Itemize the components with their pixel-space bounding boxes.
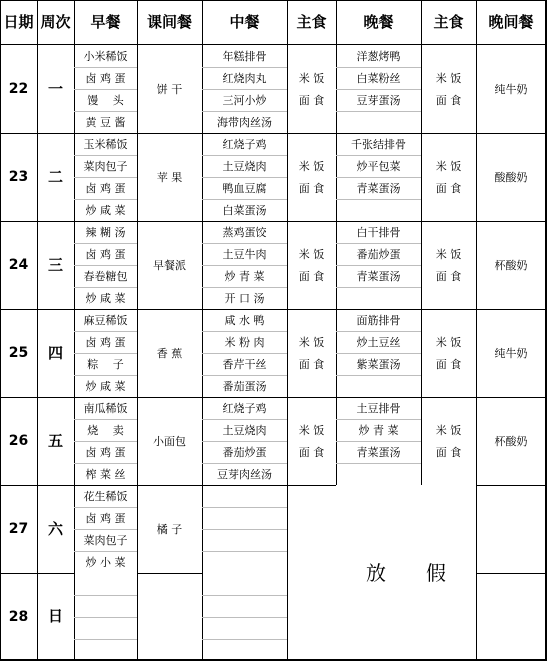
- sub-row-line: [74, 639, 137, 640]
- breakfast-item: 菜肉包子: [83, 533, 128, 547]
- dinner-item: 青菜蛋汤: [356, 269, 401, 283]
- header-cell: 课间餐: [146, 13, 192, 31]
- sub-row-line: [336, 375, 421, 376]
- lunch-staple-item: 面 食: [298, 181, 325, 195]
- dinner-item: 紫菜蛋汤: [356, 357, 401, 371]
- date-cell: 23: [8, 169, 29, 185]
- header-cell: 中餐: [229, 13, 260, 31]
- lunch-staple-item: 米 饭: [298, 159, 325, 173]
- dinner-staple-item: 米 饭: [435, 335, 462, 349]
- dinner-item: 番茄炒蛋: [356, 247, 401, 261]
- row-divider: [476, 573, 546, 574]
- date-cell: 24: [8, 257, 29, 273]
- breakfast-item: 烧 卖: [87, 423, 124, 437]
- lunch-item: 年糕排骨: [222, 49, 267, 63]
- breakfast-item: 榨 菜 丝: [85, 467, 126, 481]
- sub-row-line: [202, 529, 287, 530]
- lunch-item: 红烧子鸡: [222, 137, 267, 151]
- lunch-item: 香芹干丝: [222, 357, 267, 371]
- lunch-item: 番茄蛋汤: [222, 379, 267, 393]
- dinner-item: 白干排骨: [356, 225, 401, 239]
- dinner-staple-item: 面 食: [435, 181, 462, 195]
- dinner-item: 炒土豆丝: [356, 335, 401, 349]
- dinner-item: 青菜蛋汤: [356, 445, 401, 459]
- date-cell: 27: [8, 521, 29, 537]
- sub-row-line: [74, 595, 137, 596]
- breakfast-item: 炒 小 菜: [85, 555, 126, 569]
- breakfast-item: 花生稀饭: [83, 489, 128, 503]
- dinner-item: 青菜蛋汤: [356, 181, 401, 195]
- snack-cell: 苹 果: [156, 170, 183, 184]
- breakfast-item: 炒 咸 菜: [85, 203, 126, 217]
- border-top: [0, 0, 546, 1]
- lunch-staple-item: 米 饭: [298, 423, 325, 437]
- dinner-item: 豆芽蛋汤: [356, 93, 401, 107]
- weekday-cell: 一: [47, 79, 63, 98]
- evening-snack-cell: 纯牛奶: [494, 346, 528, 360]
- snack-cell: 早餐派: [153, 258, 186, 272]
- lunch-item: 红烧肉丸: [222, 71, 267, 85]
- lunch-staple-item: 米 饭: [298, 335, 325, 349]
- weekday-cell: 六: [47, 519, 63, 538]
- sub-row-line: [336, 199, 421, 200]
- lunch-staple-item: 面 食: [298, 93, 325, 107]
- evening-snack-cell: 杯酸奶: [494, 434, 528, 448]
- weekday-cell: 四: [47, 343, 63, 362]
- evening-snack-cell: 酸酸奶: [494, 170, 528, 184]
- lunch-item: 土豆牛肉: [222, 247, 267, 261]
- breakfast-item: 炒 咸 菜: [85, 379, 126, 393]
- date-cell: 22: [8, 81, 29, 97]
- breakfast-item: 菜肉包子: [83, 159, 128, 173]
- breakfast-item: 卤 鸡 蛋: [85, 247, 126, 261]
- breakfast-item: 粽 子: [87, 357, 124, 371]
- dinner-item: 炒 青 菜: [358, 423, 399, 437]
- weekday-cell: 五: [47, 431, 63, 450]
- snack-cell: 饼 干: [156, 82, 183, 96]
- dinner-staple-item: 面 食: [435, 93, 462, 107]
- header-cell: 晚间餐: [488, 13, 534, 31]
- breakfast-item: 麻豆稀饭: [83, 313, 128, 327]
- dinner-staple-item: 米 饭: [435, 423, 462, 437]
- dinner-staple-item: 米 饭: [435, 71, 462, 85]
- date-cell: 28: [8, 608, 29, 625]
- header-cell: 主食: [296, 13, 327, 31]
- lunch-item: 开 口 汤: [224, 291, 265, 305]
- weekday-cell: 二: [47, 167, 63, 186]
- lunch-item: 土豆烧肉: [222, 423, 267, 437]
- row-divider: [137, 573, 202, 574]
- lunch-item: 米 粉 肉: [224, 335, 265, 349]
- header-cell: 周次: [40, 13, 71, 31]
- dinner-staple-item: 面 食: [435, 269, 462, 283]
- header-cell: 主食: [433, 13, 464, 31]
- breakfast-item: 卤 鸡 蛋: [85, 71, 126, 85]
- breakfast-item: 炒 咸 菜: [85, 291, 126, 305]
- lunch-staple-item: 面 食: [298, 357, 325, 371]
- dinner-item: 土豆排骨: [356, 401, 401, 415]
- dinner-item: 洋葱烤鸭: [356, 49, 401, 63]
- breakfast-item: 辣 糊 汤: [85, 225, 126, 239]
- dinner-staple-item: 米 饭: [435, 247, 462, 261]
- breakfast-item: 馒 头: [87, 93, 124, 107]
- row-divider: [476, 485, 546, 486]
- evening-snack-cell: 纯牛奶: [494, 82, 528, 96]
- sub-row-line: [202, 617, 287, 618]
- breakfast-item: 黄 豆 酱: [85, 115, 126, 129]
- lunch-staple-item: 面 食: [298, 445, 325, 459]
- snack-cell: 橘 子: [156, 522, 183, 536]
- breakfast-item: 玉米稀饭: [83, 137, 128, 151]
- weekday-cell: 三: [47, 255, 63, 274]
- lunch-item: 白菜蛋汤: [222, 203, 267, 217]
- sub-row-line: [202, 595, 287, 596]
- lunch-item: 土豆烧肉: [222, 159, 267, 173]
- snack-cell: 小面包: [153, 434, 186, 448]
- date-cell: 26: [8, 433, 29, 449]
- sub-row-line: [336, 111, 421, 112]
- snack-cell: 香 蕉: [156, 346, 183, 360]
- weekday-cell: 日: [47, 607, 63, 625]
- sub-row-line: [336, 463, 421, 464]
- dinner-staple-item: 面 食: [435, 445, 462, 459]
- sub-row-line: [336, 287, 421, 288]
- sub-row-line: [202, 551, 287, 552]
- holiday-label: 放 假: [366, 560, 446, 585]
- date-cell: 25: [8, 345, 29, 361]
- breakfast-item: 卤 鸡 蛋: [85, 511, 126, 525]
- lunch-staple-item: 米 饭: [298, 247, 325, 261]
- dinner-item: 白菜粉丝: [356, 71, 401, 85]
- sub-row-line: [202, 507, 287, 508]
- lunch-staple-item: 面 食: [298, 269, 325, 283]
- lunch-item: 三河小炒: [222, 93, 267, 107]
- breakfast-item: 南瓜稀饭: [83, 401, 128, 415]
- lunch-item: 海带肉丝汤: [217, 115, 272, 129]
- lunch-item: 鸭血豆腐: [222, 181, 267, 195]
- dinner-staple-item: 米 饭: [435, 159, 462, 173]
- lunch-item: 红烧子鸡: [222, 401, 267, 415]
- dinner-item: 面筋排骨: [356, 313, 401, 327]
- evening-snack-cell: 杯酸奶: [494, 258, 528, 272]
- sub-row-line: [202, 639, 287, 640]
- breakfast-item: 春卷糖包: [83, 269, 128, 283]
- breakfast-item: 卤 鸡 蛋: [85, 335, 126, 349]
- breakfast-item: 卤 鸡 蛋: [85, 445, 126, 459]
- lunch-item: 蒸鸡蛋饺: [222, 225, 267, 239]
- lunch-item: 豆芽肉丝汤: [217, 467, 272, 481]
- dinner-item: 炒平包菜: [356, 159, 401, 173]
- breakfast-item: 小米稀饭: [83, 49, 128, 63]
- breakfast-item: 卤 鸡 蛋: [85, 181, 126, 195]
- lunch-item: 炒 青 菜: [224, 269, 265, 283]
- lunch-item: 咸 水 鸭: [224, 313, 265, 327]
- lunch-staple-item: 米 饭: [298, 71, 325, 85]
- header-cell: 日期: [3, 13, 34, 31]
- sub-row-line: [74, 617, 137, 618]
- dinner-staple-item: 面 食: [435, 357, 462, 371]
- header-cell: 早餐: [90, 13, 121, 31]
- dinner-item: 千张结排骨: [351, 137, 406, 151]
- header-cell: 晚餐: [363, 13, 394, 31]
- lunch-item: 番茄炒蛋: [222, 445, 267, 459]
